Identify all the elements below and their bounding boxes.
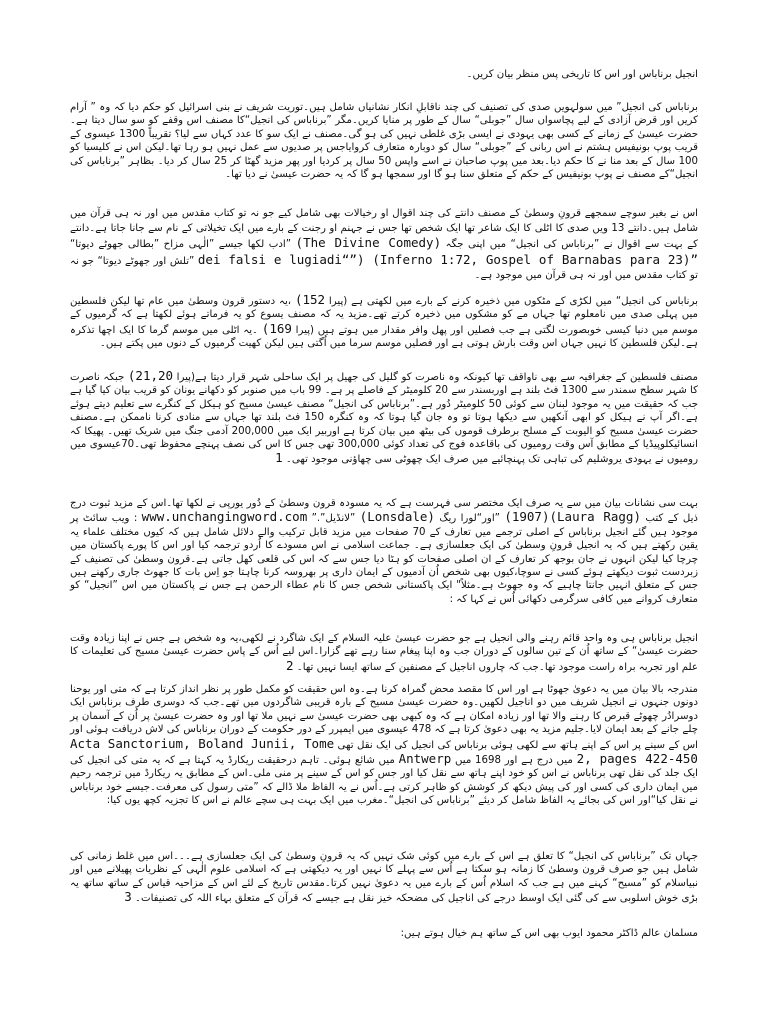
paragraph-text: ”لانڈیل”.” bbox=[311, 513, 356, 525]
paragraph-text: میں شائع ہوئی۔ تاہم درحقیقت ریکارڈ یہ کہتا ہے کہ یہ متی کی انجیل کی ایک جلد کی نقل تھی برناباس نے اس کو خود اپنے ہاتھ سے نقل کیا اور جس کو اس کے سینے پر منی ملی۔اس کے مطابق یہ ریکارڈ میں ترجمہ رحیم میں ایمان داری کی کسی اور کی پیش دیکھ کر کوشش کو ظاہر کرتی ہے۔اُس نے یہ الفاظ ملا ڈالے کہ ”متی رسول کی معرفت۔جیسے خود برناباس نے نقل کیا“اور اس کی بجائے یہ الفاظ شامل کر دیئے ”برناباس کی انجیل“۔مغرب میں ایک بہت ہی سچے عالم نے اس کا تجزیہ کچھ یوں کیا: bbox=[70, 755, 698, 807]
paragraph-text: میں درج ہے اور 1698 میں bbox=[455, 755, 573, 767]
paragraph-text: جہاں تک ”برناباس کی انجیل“ کا تعلق ہے اس کے بارے میں کوئی شک نہیں کہ یہ قرونِ وسطیٰ کی ایک جعلسازی ہے۔۔۔اس میں غلط زمانی کی شامل ہیں جو صرف قرون وسطیٰ کا زمانہ ہو سکتا ہے اُس سے پہلے کا نہیں اور یہ دیکھتی ہے کہ اسلامی علوم الٰہی کے نظریات پھیلانے میں اور نبیاسلام کو ”مسیح“ کہنے میں ہے جب کہ اسلام اُس کے بارے میں یہ دعویٰ نہیں کرتا۔مقدس تاریخ کے لئے اس کے مزاحیہ قیاس کے ساتھ ساتھ یہ بڑی خوش اسلوبی سے کی گئی ایک اوسط درجے کی اناجیل کی مضحکہ خیز نقل ہے جیسے کہ قرآن کے متعلق بہاء اللہ کی تصنیفات۔ bbox=[70, 851, 698, 905]
paragraph-text: بہت سی نشانات بیان میں سے یہ صرف ایک مختصر سی فہرست ہے کہ یہ مسودہ قرون وسطیٰ کے دُور یورپی نے لکھا تھا۔اس کے مزید ثبوت درج ذیل کے کتب bbox=[70, 498, 698, 525]
forgery-paragraph bbox=[70, 850, 698, 906]
latin-citation: Acta Sanctorium, Boland Junii, Tome 2, pages 422-450 bbox=[70, 735, 698, 767]
latin-citation: ”dei falsi e lugiadi“”) (Inferno 1:72, Gospel of Barnabas para 23) bbox=[197, 251, 698, 267]
acta-paragraph bbox=[70, 683, 698, 808]
paragraph-text: مندرجہ بالا بیان میں یہ دعویٰ جھوٹا ہے اور اس کا مقصد محض گمراہ کرنا ہے۔وہ اس حقیقت کو مکمل طور پر نظر انداز کرتا ہے کہ متی اور یوحنا دونوں جنہوں نے انجیل شریف میں دو اناجیل لکھیں۔وہ حضرت عیسیٰ مسیح کے بارہ قریبی شاگردوں میں تھے۔جب کہ دوسری طرف برناباس ایک دوسرادُر چھوٹے قبرص کا رہنے والا تھا اور زیادہ امکان ہے کہ وہ کبھی بھی حضرت عیسیٰ سے نہیں ملا تھا اور وہ حضرت عیسیٰ پر اُن کے آسمان پر چلے جانے کے بعد ایمان لایا۔جلیم مزید یہ بھی دعویٰ کرتا ہے کہ 478 عیسوی میں ایمپرر کے دور حکومت کے دوران برناباس کی لاش دریافت ہوئی اور اس کے سینے پر اس کے اپنے ہاتھ سے لکھی ہوئی برناباس کی انجیل کی ایک نقل تھی bbox=[70, 684, 698, 751]
quote-paragraph bbox=[70, 632, 698, 674]
footnote-marker: 1 bbox=[275, 450, 283, 466]
paragraph-text: جبکہ ناصرت کا شہر سطح سمندر سے 1300 فٹ بلند ہے اوربسندر سے 20 کلومیٹر کے فاصلے پر ہے۔ 99 باب میں صنوبر کو دکھانے یونان کو قریب بیان کیا گیا ہے جب کہ حقیقت میں یہ موجود لبنان سے کوئی 50 کلومیٹر دُور ہے۔”برناباس کی انجیل“ مصنف عیسیٰ مسیح کو ہیکل کے کنگرے سے تعلیم دیتے ہوئے ہے۔اگر آپ نے ہیکل کو ابھی آنکھیں سے دیکھا ہوتا تو وہ جان گیا ہوتا کہ وہ کنگرہ 150 فٹ بلند تھا جہاں سے منادی کرنا ناممکن ہے۔مصنف حضرت عیسیٰ مسیح کو الیوبت کے مسلح برطرف قوموں کی بیٹھ میں بیان کرتا ہے اوربیر ایک میں 200,000 آدمی جنگ میں شریک تھیں۔ پھیکا کہ انسائیکلوپیڈیا کے مطابق آس وقت رومیوں کی باقاعدہ فوج کی تعداد کوئی 300,000 تھی جس کا اس کی نصف پہنچے محفوظ تھی۔70عیسوی میں رومیوں نے یہودی یروشلیم کی تباہی تک پہنچائیے میں صرف ایک چھوٹی سی چھاؤنی موجود تھی۔ bbox=[70, 372, 698, 466]
lonsdale-paragraph bbox=[70, 497, 698, 606]
closing-line: مسلمان عالم ڈاکٹر محمود ایوب بھی اس کے ساتھ ہم خیال ہوتے ہیں: bbox=[400, 928, 698, 939]
latin-citation: (Lonsdale) bbox=[359, 509, 435, 525]
website-link[interactable]: www.unchangingword.com bbox=[141, 509, 308, 525]
paragraph-text: ”ادب لکھا جیسے ”الٰہی مزاح ”بطالی جھوٹے دیوتا“ bbox=[70, 239, 292, 251]
divine-comedy-paragraph bbox=[70, 207, 698, 284]
paragraph-text: ”اور“لورا ریگ bbox=[439, 513, 500, 525]
paragraph-text: مصنف فلسطین کے جغرافیہ سے بھی ناواقف تھا کیونکہ وہ ناصرت کو گلیل کی جھیل پر ایک ساحلی شہر قرار دیتا ہے(پیرا bbox=[176, 372, 699, 383]
citation-number: 152) bbox=[294, 292, 326, 307]
citation-number: 21,20) bbox=[127, 368, 174, 383]
latin-citation: Antwerp bbox=[398, 751, 452, 767]
jubilee-paragraph: برناباس کی انجیل” میں سولہویں صدی کی تصنیف کی چند ناقابلِ انکار نشانیاں شامل ہیں۔توریت شریف نے بنی اسرائیل کو حکم دیا کہ وہ ” آرام کریں اور قرض آزادی کے لیے پچاسواں سال ”جوبلی“ سال کے طور پر منایا کریں۔مگر ”برناباس کی انجیل“کا مصنف اس وقفے کو سو سال دیتا ہے۔حضرت عیسیٰ کے زمانے کے کسی بھی یہودی نے ایسی بڑی غلطی نہیں کی ہو گی۔مصنف نے ایک سو کا عدد کہاں سے لیا؟ تقریباً 1300 عیسوی کے قریب پوپ بونیفیس ہشتم نے اس ربانی کے ”جوبلی“ سال کو دوبارہ متعارف کروایاجس پر صدیوں سے عمل نہیں ہو رہا تھا۔لیکن اس نے کلیسیا کو 100 سال کے بعد منا نے کا حکم دیا۔بعد میں پوپ صاحبان نے اسے واپس 50 سال پر کردیا اور پھر مزید گھٹا کر 25 سال کر دیا۔ بظاہر ”برناباس کی انجیل“کے مصنف نے پوپ بونیفیس کے حکم کے متعلق سنا ہو گا اور سمجھا ہو گا کہ یہ حضرت عیسیٰ نے دیا تھا۔ bbox=[70, 102, 699, 181]
paragraph-text: : ویب سائٹ پر موجود ہیں گئے انجیل برناباس کے اصلی ترجمے میں تعارف کے 70 صفحات میں مزید قابل ترکیب والے دلائل شامل ہیں کہ کیوں مختلف علماء یہ یقین رکھتے ہیں کہ یہ انجیل قرونِ وسطیٰ کی ایک جعلسازی ہے۔ جماعت اسلامی نے اس مسودے کا اُردو ترجمہ کیا اور اس کا پورے پاکستان میں چرچا کیا لیکن انہوں نے جان بوجھ کر تعارف کے ان اصلی صفحات کو ہٹا دیا جس سے کہ اس کی قلعی کھل جاتی ہے۔قرون وسطیٰ کی تصنیف کے زبردست ثبوت دیکھتے ہوئے کسی نے سوچا،کیوں بھی شخص اُن آدمیوں کے ایمان داری پر بھروسہ کرنا چاہتا جو اِس بات کا جھوٹ جاری رکھنے ہیں جس کے متعلق انہیں جانتا چاہیے کہ وہ جھوٹ ہے۔مثلاً" ایک پاکستانی شخص جس کا نام عطاء الرحمن ہے جس نے پاکستان میں اس ”انجیل“ کو متعارف کروانے میں کافی سرگرمی دکھائی اُس نے کہا کہ : bbox=[70, 513, 698, 605]
latin-citation: (The Divine Comedy) bbox=[295, 235, 442, 251]
paragraph-text: ،یہ دستور قرون وسطیٰ میں عام تھا لیکن فلسطین میں پہلی صدی میں نامعلوم تھا جہاں مے کو مشکوں میں ذخیرہ کرتے تھے۔مزید یہ کہ مصنف یسوع کو یہ فرماتے ہوئے لکھتا ہے کہ گرمیوں کے موسم میں دنیا کیسی خوبصورت لگتی ہے جب فصلیں اور پھل وافر مقدار میں ہوتے ہیں (پیرا bbox=[70, 296, 698, 336]
paragraph-text: انجیل برناباس ہی وہ واحد قائم رہنے والی انجیل ہے جو حضرت عیسیٰ علیہ السلام کے ایک شاگرد نے لکھی،یہ وہ شخص ہے جس نے اپنا زیادہ وقت حضرت عیسیٰ“ کے ساتھ اُن کے تین سالوں کے دوران جب وہ اپنا پیغام سنا رہے تھے گزارا۔اس لیے اُس کے پاس حضرت عیسیٰ مسیح کی تعلیمات کا علم اور تجربہ براہ راست موجود تھا۔جب کہ چاروں اناجیل کے مصنفین کے ساتھ ایسا نہیں تھا۔ bbox=[70, 633, 698, 673]
paragraph-text: ”تلش اور جھوٹے دیوتا“ جو نہ تو کتاب مقدس میں اور نہ ہی قرآن میں موجود ہے۔ bbox=[70, 255, 698, 282]
paragraph-text: اس نے بغیر سوچے سمجھے قرونِ وسطیٰ کے مصنف دانتے کی چند اقوال او رخیالات بھی شامل کیے جو نہ تو کتاب مقدس میں اور نہ ہی قرآن میں شامل ہیں۔دانتے 13 ویں صدی کا اٹلی کا ایک شاعر تھا ایک شخص تھا جس نے جہنم او رجنت کے بارے میں ایک تخیلاتی کے نام سے جانا جاتا ہے۔دانتے کے بہت سے اقوال نے ”برناباس کی انجیل“ میں اپنی جگہ bbox=[70, 208, 698, 251]
geography-paragraph bbox=[70, 369, 698, 467]
intro-line: انجیل برناباس اور اس کا تاریخی پس منظر بیان کریں۔ bbox=[466, 69, 698, 80]
wine-casks-paragraph bbox=[70, 293, 698, 351]
latin-citation: (Laura Ragg)(1907) bbox=[504, 509, 641, 525]
footnote-marker: 2 bbox=[286, 657, 294, 673]
footnote-marker: 3 bbox=[124, 889, 132, 905]
citation-number: 169) bbox=[261, 320, 292, 336]
paragraph-text: برناباس کی انجیل“ میں لکڑی کے مٹکوں میں ذخیرہ کرنے کے بارے میں لکھتی ہے (پیرا bbox=[328, 296, 698, 307]
paragraph-text: ۔یہ اٹلی میں موسم گرما کا ایک اچھا تذکرہ ہے۔لیکن فلسطین کا نہیں جہاں اس وقت بارش ہوتی ہے اور فصلیں موسم سرما میں اُگتی ہیں لیکن کھیت گرمیوں کے دنوں میں پکتے ہیں۔ bbox=[70, 324, 698, 350]
